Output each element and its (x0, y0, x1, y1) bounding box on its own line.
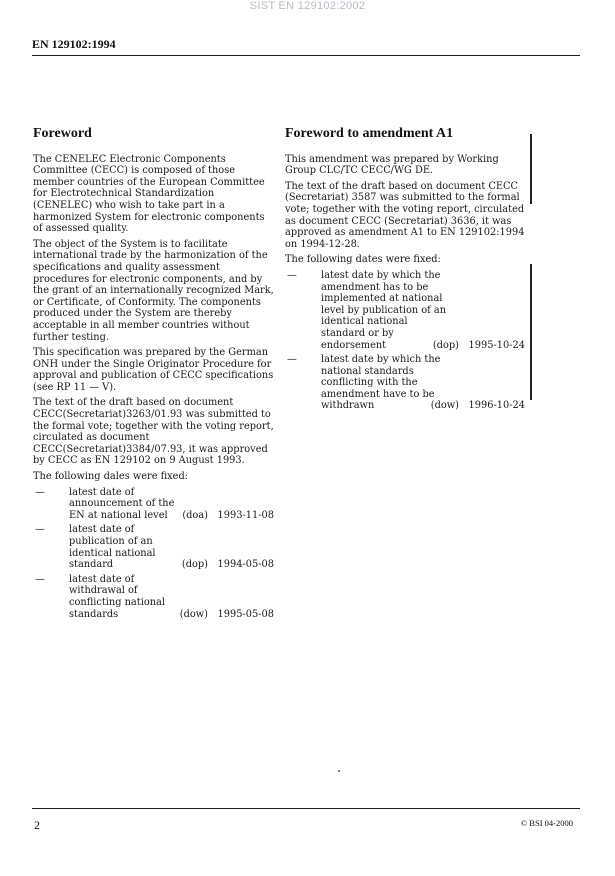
date-description: latest date of publication of an identical national standard (69, 524, 156, 571)
date-code: (dow) (430, 400, 459, 412)
amendment-heading: Foreword to amendment A1 (285, 126, 454, 141)
watermark: SIST EN 129102:2002 (249, 0, 366, 12)
date-value: 1995-05-08 (217, 608, 274, 620)
amendment-paragraph: This amendment was prepared by Working Group CLC/TC CECC/WG DE. (285, 153, 499, 177)
date-description: latest date by which the amendment has to be implemented at national level by publication of an identical national standard or by endorsement (321, 269, 447, 351)
date-item (285, 270, 525, 351)
dash: — (287, 269, 297, 281)
dates-list (33, 487, 274, 621)
date-value: 1993-11-08 (217, 509, 274, 521)
dash: — (287, 354, 297, 366)
foreword-paragraph: The text of the draft based on document CECC(Secretariat)3263/01.93 was submitted to the formal vote; together with the voting report, circulated as document CECC(Secretariat)3384/07.93, it was approved by CECC as EN 129102 on 9 August 1993. (33, 397, 274, 467)
dash: — (35, 573, 45, 585)
foreword-heading: Foreword (33, 126, 92, 141)
date-item (285, 354, 525, 412)
footer-rule (32, 808, 580, 809)
dash: — (35, 486, 45, 498)
date-value: 1996-10-24 (468, 400, 525, 412)
copyright: © BSI 04-2000 (520, 818, 573, 828)
date-description: latest date of announcement of the EN at national level (69, 486, 175, 521)
change-bar (530, 264, 532, 400)
date-description: latest date by which the national standards conflicting with the amendment have to be withdrawn (321, 354, 441, 412)
amendment-paragraph: The text of the draft based on document CECC (Secretariat) 3587 was submitted to the formal vote; together with the voting report, circulated as document CECC (Secretariat) 3636, it was approved as amendment A1 to EN 129102:1994 on 1994-12-28. (285, 180, 525, 250)
date-code: (dop) (181, 559, 208, 571)
dates-intro: The following dales were fixed: (33, 471, 189, 483)
date-item (33, 524, 274, 570)
foreword-paragraph: This specification was prepared by the German ONH under the Single Originator Procedure for approval and publication of CECC specifications (see RP 11 — V). (33, 347, 274, 393)
date-value: 1995-10-24 (468, 339, 525, 351)
dash: — (35, 524, 45, 536)
change-bar (530, 134, 532, 204)
date-code: (dop) (432, 339, 459, 351)
document-id: EN 129102:1994 (32, 37, 116, 51)
header-rule (32, 55, 580, 56)
dates-list (285, 270, 525, 412)
date-item (33, 487, 274, 522)
amendment-column (285, 128, 525, 415)
date-code: (dow) (179, 608, 208, 620)
page-number: 2 (34, 818, 40, 832)
speck-mark (338, 770, 340, 772)
date-item (33, 574, 274, 620)
date-description: latest date of withdrawal of conflicting national standards (69, 573, 166, 620)
date-code: (doa) (182, 509, 208, 521)
foreword-paragraph: The object of the System is to facilitate international trade by the harmonization of the specifications and quality assessment procedures for electronic components, and by the grant of an internationally recognized Mark, or Certificate, of Conformity. The components produced under the System are thereby acceptable in all member countries without further testing. (33, 238, 274, 343)
foreword-column (33, 128, 274, 623)
date-value: 1994-05-08 (217, 559, 274, 571)
dates-intro: The following dates were fixed: (285, 254, 441, 266)
foreword-paragraph: The CENELEC Electronic Components Committee (CECC) is composed of those member countries of the European Committee for Electrotechnical Standardization (CENELEC) who wish to take part in a harmonized System for electronic components of assessed quality. (33, 153, 265, 235)
